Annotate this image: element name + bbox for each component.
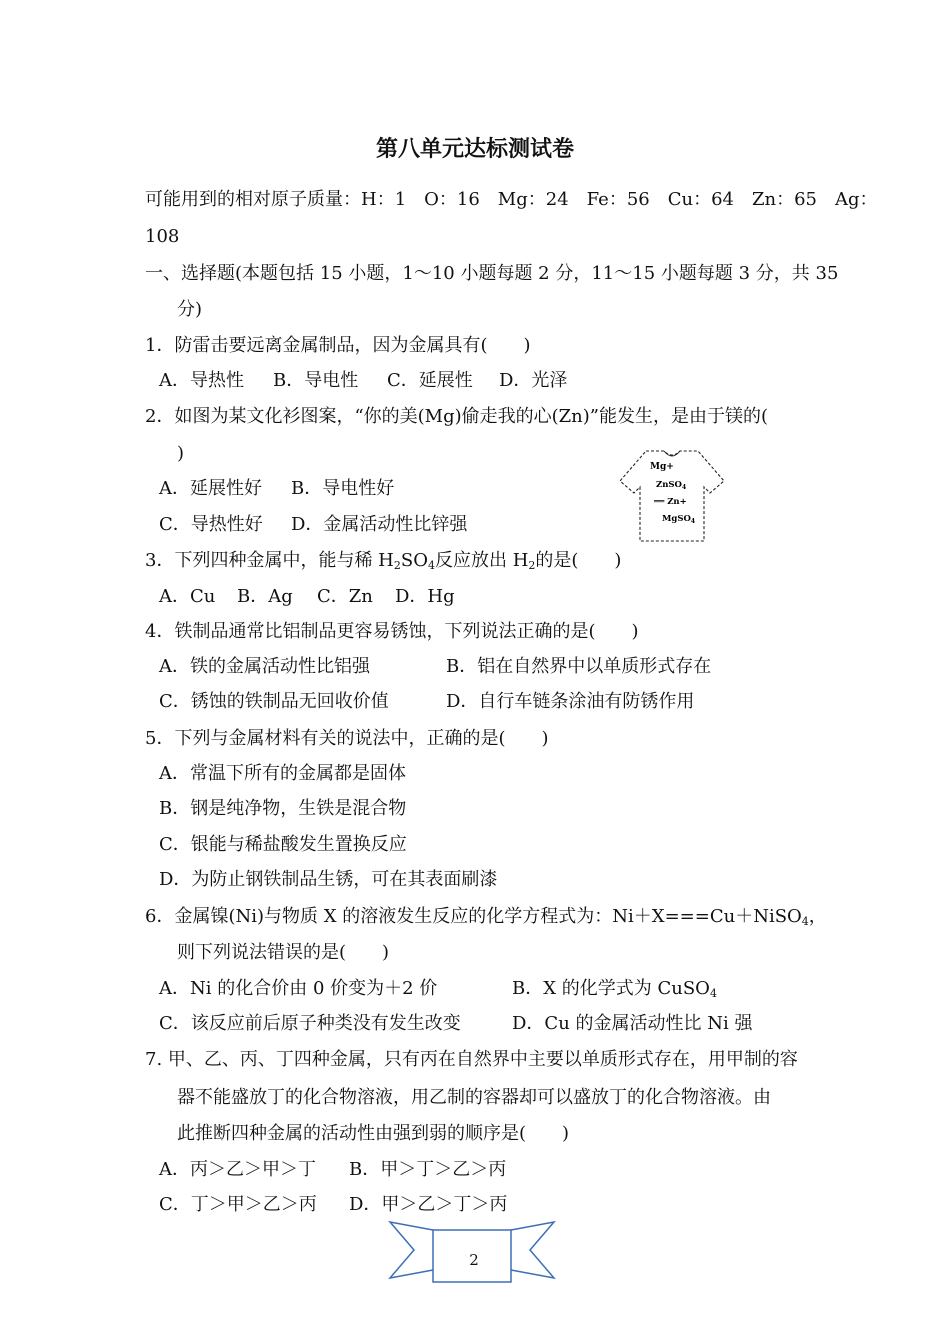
- question-2-stem-line-2: ): [177, 443, 185, 464]
- q2-option-b: B．导电性好: [291, 478, 395, 499]
- ribbon-right-tail: [511, 1222, 554, 1278]
- q3-sub-2: 4: [427, 559, 435, 572]
- question-6-stem-line-1: [145, 905, 827, 934]
- question-7-stem-line-2: 器不能盛放丁的化合物溶液，用乙制的容器却可以盛放丁的化合物溶液。由: [177, 1087, 771, 1108]
- ribbon-left-tail: [390, 1222, 433, 1278]
- question-2-stem-line-1: 2．如图为某文化衫图案，“你的美(Mg)偷走我的心(Zn)”能发生，是由于镁的(: [145, 406, 769, 427]
- q4-option-a: A．铁的金属活动性比铝强: [159, 656, 370, 677]
- intro-line-1: 可能用到的相对原子质量：H：1 O：16 Mg：24 Fe：56 Cu：64 Zn：65 Ag：: [145, 189, 878, 210]
- page-title: 第八单元达标测试卷: [375, 137, 574, 162]
- q1-option-c: C．延展性: [387, 370, 473, 391]
- q2-option-d: D．金属活动性比锌强: [291, 514, 468, 535]
- question-5-stem: 5．下列与金属材料有关的说法中，正确的是( ): [145, 728, 549, 749]
- shirt-text-line-1: Mg+: [650, 462, 674, 472]
- q6-option-b-main: B．X 的化学式为 CuSO: [512, 978, 710, 999]
- question-4-stem: 4．铁制品通常比铝制品更容易锈蚀，下列说法正确的是( ): [145, 621, 639, 642]
- t-shirt-figure: [618, 447, 726, 545]
- section-heading-line-2: 分): [177, 299, 203, 320]
- page-number: 2: [469, 1251, 479, 1269]
- question-3-stem: [145, 549, 621, 578]
- q2-option-c: C．导热性好: [159, 514, 263, 535]
- q3-stem-part-4: 的是( ): [535, 550, 622, 571]
- q7-option-d: D．甲＞乙＞丁＞丙: [349, 1194, 508, 1215]
- section-heading-line-1: 一、选择题(本题包括 15 小题，1～10 小题每题 2 分，11～15 小题每题 3 分，共 35: [145, 263, 839, 284]
- q7-option-a: A．丙＞乙＞甲＞丁: [159, 1159, 316, 1180]
- question-7-stem-line-3: 此推断四种金属的活动性由强到弱的顺序是( ): [177, 1123, 570, 1144]
- shirt-text-line-2-main: ZnSO: [656, 480, 682, 490]
- q5-option-d: D．为防止钢铁制品生锈，可在其表面刷漆: [159, 869, 498, 890]
- q3-option-d: D．Hg: [395, 586, 455, 607]
- q3-stem-part-3: 反应放出 H: [434, 550, 529, 571]
- q6-stem-sub: 4: [801, 915, 809, 928]
- q1-option-a: A．导热性: [159, 370, 244, 391]
- q3-stem-part-2: SO: [400, 550, 428, 571]
- q3-stem-part-1: 3．下列四种金属中，能与稀 H: [145, 550, 394, 571]
- q3-option-b: B．Ag: [237, 586, 293, 607]
- q1-option-b: B．导电性: [273, 370, 359, 391]
- question-6-stem-line-2: 则下列说法错误的是( ): [177, 942, 390, 963]
- q5-option-b: B．钢是纯净物，生铁是混合物: [159, 798, 407, 819]
- q7-option-b: B．甲＞丁＞乙＞丙: [349, 1159, 507, 1180]
- q3-option-a: A．Cu: [159, 586, 216, 607]
- q7-option-c: C．丁＞甲＞乙＞丙: [159, 1194, 317, 1215]
- intro-line-2: 108: [145, 226, 180, 247]
- q3-sub-3: 2: [528, 559, 536, 572]
- q1-option-d: D．光泽: [499, 370, 568, 391]
- q6-option-b-sub: 4: [709, 987, 717, 1000]
- q6-option-a: A．Ni 的化合价由 0 价变为＋2 价: [159, 978, 438, 999]
- q3-sub-1: 2: [393, 559, 401, 572]
- q6-stem-part-2: ，: [808, 906, 827, 927]
- q4-option-b: B．铝在自然界中以单质形式存在: [446, 656, 712, 677]
- shirt-text-line-2: [656, 480, 686, 491]
- shirt-text-line-2-sub: 4: [681, 484, 687, 491]
- q4-option-c: C．锈蚀的铁制品无回收价值: [159, 691, 389, 712]
- q6-option-c: C．该反应前后原子种类没有发生改变: [159, 1013, 461, 1034]
- q3-option-c: C．Zn: [317, 586, 373, 607]
- q5-option-a: A．常温下所有的金属都是固体: [159, 763, 406, 784]
- question-7-stem-line-1: 7. 甲、乙、丙、丁四种金属，只有丙在自然界中主要以单质形式存在，用甲制的容: [145, 1049, 798, 1070]
- q4-option-d: D．自行车链条涂油有防锈作用: [446, 691, 695, 712]
- q2-option-a: A．延展性好: [159, 478, 262, 499]
- shirt-text-line-4-sub: 4: [690, 518, 696, 525]
- q6-option-b: [512, 977, 717, 1006]
- question-1-stem: 1．防雷击要远离金属制品，因为金属具有( ): [145, 335, 531, 356]
- shirt-text-line-4: [662, 514, 695, 525]
- q5-option-c: C．银能与稀盐酸发生置换反应: [159, 834, 407, 855]
- shirt-text-line-4-main: MgSO: [662, 514, 691, 524]
- q6-stem-part-1: 6．金属镍(Ni)与物质 X 的溶液发生反应的化学方程式为：Ni＋X===Cu＋NiSO: [145, 906, 802, 927]
- q6-option-d: D．Cu 的金属活动性比 Ni 强: [512, 1013, 753, 1034]
- shirt-text-line-3: ══ Zn+: [654, 497, 687, 507]
